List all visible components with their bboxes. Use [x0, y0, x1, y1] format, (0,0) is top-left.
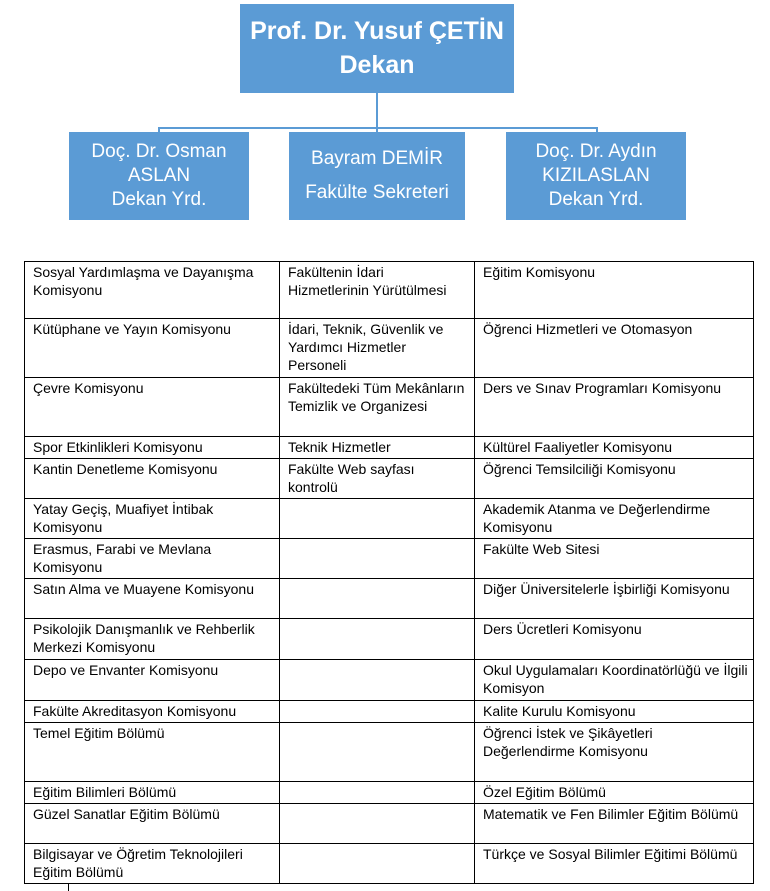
table-cell: [280, 539, 475, 579]
table-row: [25, 499, 754, 539]
table-cell: Çevre Komisyonu: [25, 378, 280, 437]
table-cell: [280, 844, 475, 884]
table-cell: [280, 660, 475, 701]
table-cell: Öğrenci Temsilciliği Komisyonu: [475, 459, 754, 499]
table-cell: [280, 782, 475, 804]
commissions-table: [24, 261, 754, 884]
table-row: [25, 619, 754, 660]
table-cell: Türkçe ve Sosyal Bilimler Eğitimi Bölümü: [475, 844, 754, 884]
table-cell: [280, 579, 475, 619]
table-cell: Yatay Geçiş, Muafiyet İntibak Komisyonu: [25, 499, 280, 539]
deputy-left-name-line2: ASLAN: [127, 165, 191, 187]
table-row: [25, 723, 754, 782]
table-cell: Ders Ücretleri Komisyonu: [475, 619, 754, 660]
table-cell: Özel Eğitim Bölümü: [475, 782, 754, 804]
table-cell: [280, 804, 475, 844]
table-row: [25, 459, 754, 499]
faculty-secretary-box: [289, 132, 465, 220]
table-cell: Kalite Kurulu Komisyonu: [475, 701, 754, 723]
deputy-right-title: Dekan Yrd.: [548, 188, 644, 210]
secretary-title: Fakülte Sekreteri: [305, 182, 449, 203]
table-cell: Spor Etkinlikleri Komisyonu: [25, 437, 280, 459]
table-cell: Psikolojik Danışmanlık ve Rehberlik Merkezi Komisyonu: [25, 619, 280, 660]
table-cell: Erasmus, Farabi ve Mevlana Komisyonu: [25, 539, 280, 579]
table-cell: Akademik Atanma ve Değerlendirme Komisyonu: [475, 499, 754, 539]
table-cell: Temel Eğitim Bölümü: [25, 723, 280, 782]
table-row: [25, 660, 754, 701]
dean-title: Dekan: [339, 50, 415, 79]
dean-box: [240, 4, 514, 93]
table-cell: Fakülte Web sayfası kontrolü: [280, 459, 475, 499]
deputy-left-title: Dekan Yrd.: [111, 188, 207, 210]
deputy-right-name-line1: Doç. Dr. Aydın: [535, 141, 657, 163]
page-edge-mark: [68, 884, 69, 891]
deputy-right-name-line2: KIZILASLAN: [542, 165, 650, 187]
table-row: [25, 579, 754, 619]
table-cell: Öğrenci İstek ve Şikâyetleri Değerlendirme Komisyonu: [475, 723, 754, 782]
secretary-name: Bayram DEMİR: [311, 148, 443, 170]
table-cell: Eğitim Bilimleri Bölümü: [25, 782, 280, 804]
table-cell: Fakültedeki Tüm Mekânların Temizlik ve Organizesi: [280, 378, 475, 437]
deputy-left-name-line1: Doç. Dr. Osman: [91, 141, 227, 163]
table-cell: Teknik Hizmetler: [280, 437, 475, 459]
table-cell: Depo ve Envanter Komisyonu: [25, 660, 280, 701]
table-cell: Öğrenci Hizmetleri ve Otomasyon: [475, 319, 754, 378]
table-row: [25, 804, 754, 844]
deputy-dean-right-box: [506, 132, 686, 220]
table-cell: İdari, Teknik, Güvenlik ve Yardımcı Hizmetler Personeli: [280, 319, 475, 378]
connector-dean-trunk: [376, 93, 378, 129]
table-cell: [280, 619, 475, 660]
table-cell: Fakültenin İdari Hizmetlerinin Yürütülmesi: [280, 262, 475, 319]
table-cell: Okul Uygulamaları Koordinatörlüğü ve İlgili Komisyon: [475, 660, 754, 701]
table-row: [25, 319, 754, 378]
table-cell: Kütüphane ve Yayın Komisyonu: [25, 319, 280, 378]
table-cell: Satın Alma ve Muayene Komisyonu: [25, 579, 280, 619]
table-row: [25, 262, 754, 319]
table-cell: Bilgisayar ve Öğretim Teknolojileri Eğitim Bölümü: [25, 844, 280, 884]
connector-horizontal: [158, 127, 598, 129]
table-cell: [280, 499, 475, 539]
table-row: [25, 844, 754, 884]
table-cell: Güzel Sanatlar Eğitim Bölümü: [25, 804, 280, 844]
table-cell: Ders ve Sınav Programları Komisyonu: [475, 378, 754, 437]
table-cell: [280, 723, 475, 782]
table-cell: Eğitim Komisyonu: [475, 262, 754, 319]
table-cell: Kantin Denetleme Komisyonu: [25, 459, 280, 499]
table-row: [25, 701, 754, 723]
table-cell: [280, 701, 475, 723]
table-cell: Kültürel Faaliyetler Komisyonu: [475, 437, 754, 459]
table-row: [25, 437, 754, 459]
table-cell: Fakülte Akreditasyon Komisyonu: [25, 701, 280, 723]
table-row: [25, 782, 754, 804]
dean-name: Prof. Dr. Yusuf ÇETİN: [250, 16, 504, 45]
table-cell: Matematik ve Fen Bilimler Eğitim Bölümü: [475, 804, 754, 844]
table-cell: Sosyal Yardımlaşma ve Dayanışma Komisyonu: [25, 262, 280, 319]
table-row: [25, 378, 754, 437]
deputy-dean-left-box: [69, 132, 249, 220]
commissions-table-body: [25, 262, 754, 884]
table-row: [25, 539, 754, 579]
table-cell: Diğer Üniversitelerle İşbirliği Komisyonu: [475, 579, 754, 619]
table-cell: Fakülte Web Sitesi: [475, 539, 754, 579]
